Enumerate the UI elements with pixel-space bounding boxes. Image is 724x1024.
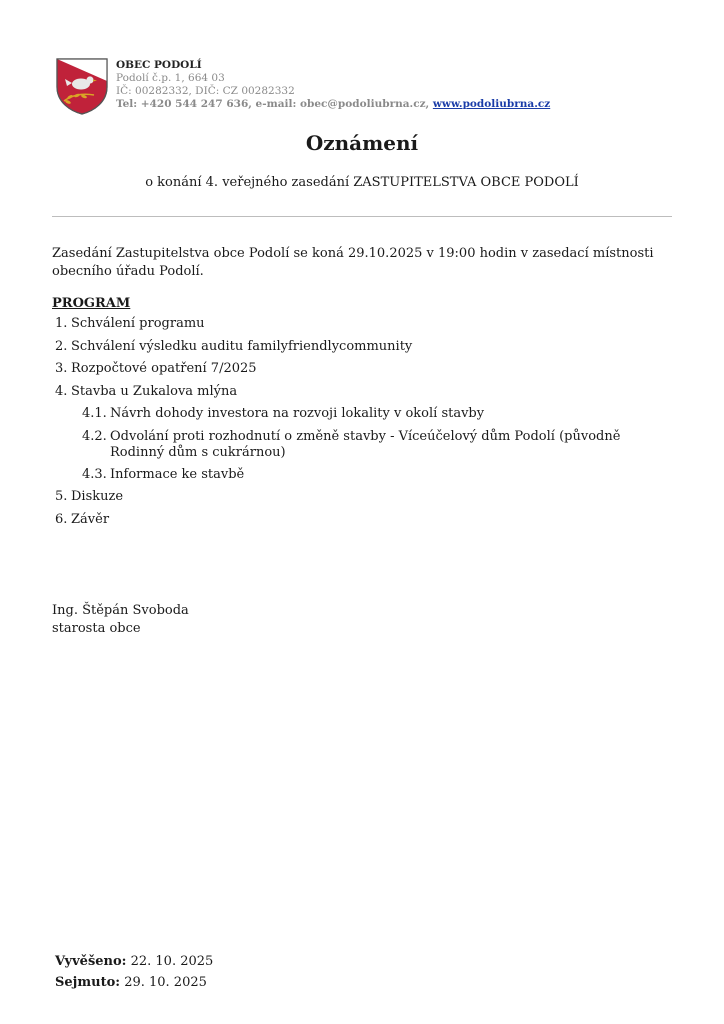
program-item-number: 4.2.	[82, 429, 107, 444]
org-address: Podolí č.p. 1, 664 03	[116, 72, 225, 84]
posted-date: 22. 10. 2025	[130, 954, 214, 969]
intro-paragraph: Zasedání Zastupitelstva obce Podolí se koná 29.10.2025 v 19:00 hodin v zasedací místnosti obecního úřadu Podolí.	[52, 246, 654, 279]
removed-label: Sejmuto:	[55, 975, 121, 990]
program-item-text: Diskuze	[71, 489, 124, 504]
posted-date-line	[55, 954, 213, 969]
program-item-text: Informace ke stavbě	[110, 467, 245, 482]
website-link[interactable]: www.podoliubrna.cz	[432, 98, 551, 110]
org-contact-line	[116, 98, 636, 111]
document-subtitle: o konání 4. veřejného zasedání ZASTUPITELSTVA OBCE PODOLÍ	[145, 175, 579, 190]
program-item-number: 4.3.	[82, 467, 107, 482]
program-item-number: 4.1.	[82, 406, 107, 421]
signatory-name: Ing. Štěpán Svoboda	[52, 603, 189, 618]
org-contact: Tel: +420 544 247 636, e-mail: obec@podoliubrna.cz,	[116, 98, 433, 110]
program-item-number: 1.	[55, 316, 68, 331]
organization-info	[116, 59, 636, 111]
program-item-number: 4.	[55, 384, 68, 399]
program-item-text: Návrh dohody investora na rozvoji lokality v okolí stavby	[110, 406, 485, 421]
program-item-text: Schválení programu	[71, 316, 205, 331]
signatory-role: starosta obce	[52, 621, 141, 636]
program-item-text: Odvolání proti rozhodnutí o změně stavby - Víceúčelový dům Podolí (původně Rodinný dům s cukrárnou)	[110, 429, 621, 460]
program-item-text: Rozpočtové opatření 7/2025	[71, 361, 257, 376]
posted-label: Vyvěšeno:	[55, 954, 127, 969]
program-item-text: Schválení výsledku auditu familyfriendlycommunity	[71, 339, 413, 354]
removed-date: 29. 10. 2025	[124, 975, 207, 990]
program-item-text: Stavba u Zukalova mlýna	[71, 384, 238, 399]
program-item-number: 5.	[55, 489, 68, 504]
program-item-number: 2.	[55, 339, 68, 354]
municipal-crest-logo	[54, 57, 110, 115]
removed-date-line	[55, 975, 207, 990]
program-item-number: 6.	[55, 512, 68, 527]
signature-block	[52, 602, 189, 638]
divider	[52, 216, 672, 217]
document-title: Oznámení	[305, 131, 419, 155]
program-heading: PROGRAM	[52, 296, 131, 311]
org-name: OBEC PODOLÍ	[116, 59, 202, 71]
org-ids: IČ: 00282332, DIČ: CZ 00282332	[116, 85, 295, 97]
program-item-number: 3.	[55, 361, 68, 376]
program-item-text: Závěr	[71, 512, 110, 527]
